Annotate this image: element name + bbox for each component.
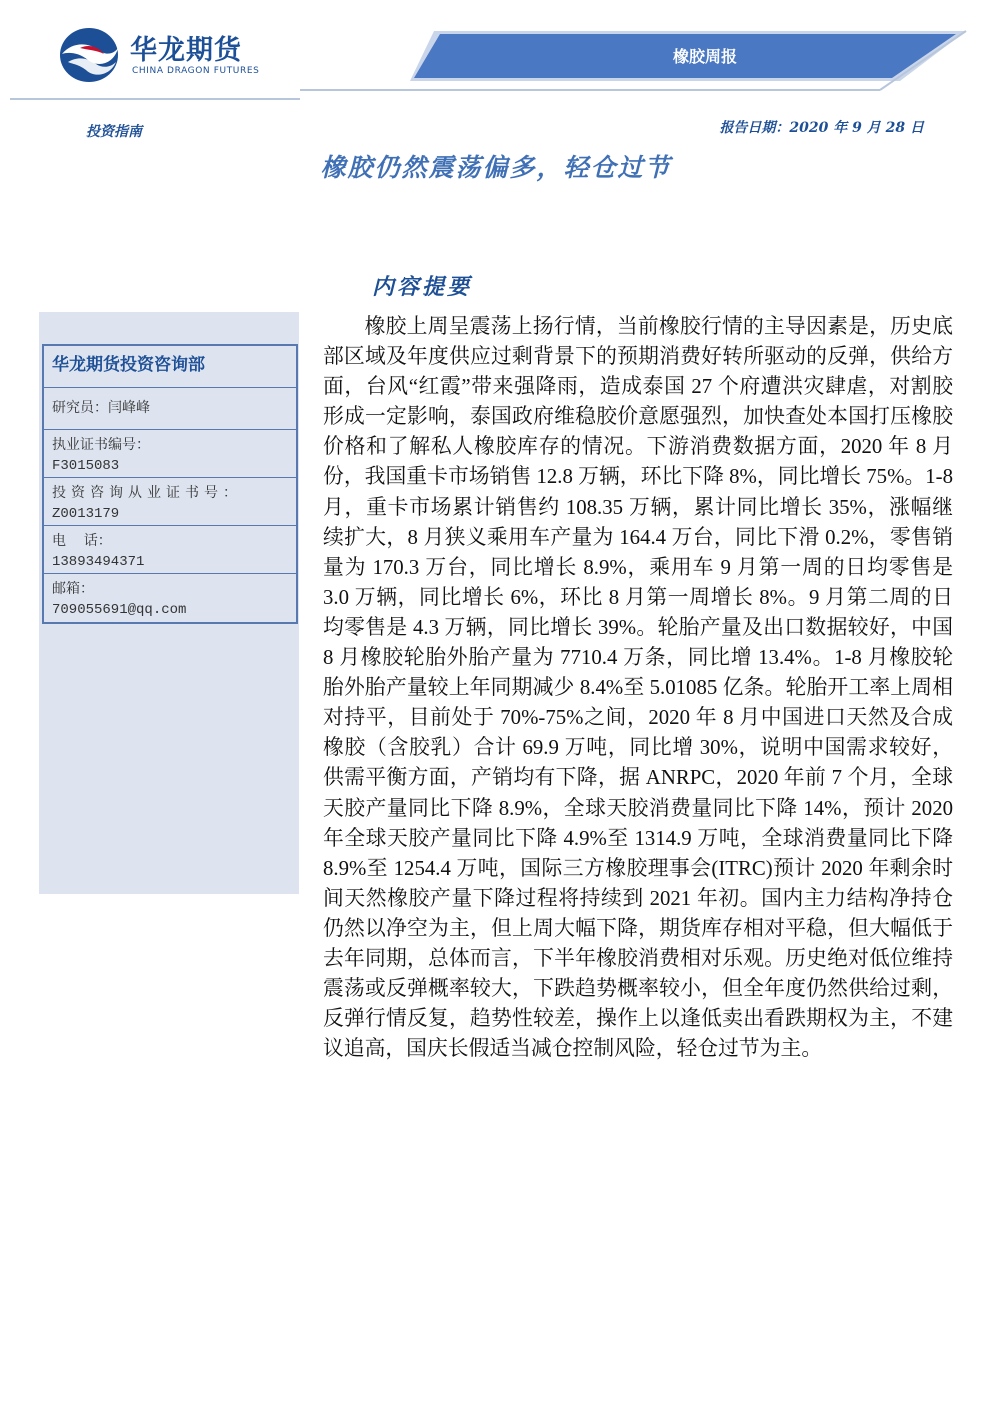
company-name-cn: 华龙期货 bbox=[130, 35, 242, 66]
consult-cert-number bbox=[44, 478, 296, 526]
company-logo bbox=[58, 24, 298, 86]
email-label: 邮箱： bbox=[52, 581, 94, 597]
phone bbox=[44, 526, 296, 574]
report-title: 橡胶仍然震荡偏多，轻仓过节 bbox=[320, 153, 672, 182]
department-name: 华龙期货投资咨询部 bbox=[44, 346, 296, 388]
phone-label: 电 话： bbox=[52, 533, 112, 549]
summary-heading: 内容提要 bbox=[372, 274, 473, 300]
contact-card bbox=[42, 344, 298, 624]
dragon-logo-icon bbox=[58, 24, 120, 86]
company-name-en: CHINA DRAGON FUTURES bbox=[132, 66, 260, 76]
report-type: 橡胶周报 bbox=[672, 47, 737, 66]
email bbox=[44, 574, 296, 622]
phone-value: 13893494371 bbox=[52, 554, 145, 570]
consult-value: Z0013179 bbox=[52, 506, 120, 522]
cert-number bbox=[44, 430, 296, 478]
cert-label: 执业证书编号： bbox=[52, 437, 150, 453]
report-date: 报告日期：2020 年 9 月 28 日 bbox=[719, 120, 924, 136]
email-value: 709055691@qq.com bbox=[52, 602, 187, 618]
consult-label: 投资咨询从业证书号： bbox=[52, 485, 242, 501]
cert-value: F3015083 bbox=[52, 458, 120, 474]
summary-text: 橡胶上周呈震荡上扬行情，当前橡胶行情的主导因素是，历史底部区域及年度供应过剩背景下的预期消费好转所驱动的反弹，供给方面，台风“红霞”带来强降雨，造成泰国 27 个府遭洪灾肆虐，对割胶形成一定影响，泰国政府维稳胶价意愿强烈，加快查处本国打压橡胶价格和了解私人橡胶库存的情况。下游消费数据方面，2020 年 8 月份，我国重卡市场销售 12.8 万辆，环比下降 8%，同比增长 75%。1-8 月，重卡市场累计销售约 108.35 万辆，累计同比增长 35%，涨幅继续扩大，8 月狭义乘用车产量为 164.4 万台，同比下滑 0.2%，零售销量为 170.3 万台，同比增长 8.9%，乘用车 9 月第一周的日均零售是 3.0 万辆，同比增长 6%，环比 8 月第一周增长 8%。9 月第二周的日均零售是 4.3 万辆，同比增长 39%。轮胎产量及出口数据较好，中国 8 月橡胶轮胎外胎产量为 7710.4 万条，同比增 13.4%。1-8 月橡胶轮胎外胎产量较上年同期减少 8.4%至 5.01085 亿条。轮胎开工率上周相对持平，目前处于 70%-75%之间，2020 年 8 月中国进口天然及合成橡胶（含胶乳）合计 69.9 万吨，同比增 30%，说明中国需求较好，供需平衡方面，产销均有下降，据 ANRPC，2020 年前 7 个月，全球天胶产量同比下降 8.9%，全球天胶消费量同比下降 14%，预计 2020 年全球天胶产量同比下降 4.9%至 1314.9 万吨，全球消费量同比下降 8.9%至 1254.4 万吨，国际三方橡胶理事会(ITRC)预计 2020 年剩余时间天然橡胶产量下降过程将持续到 2021 年初。国内主力结构净持仓仍然以净空为主，但上周大幅下降，期货库存相对平稳，但大幅低于去年同期，总体而言，下半年橡胶消费相对乐观。历史绝对低位维持震荡或反弹概率较大，下跌趋势概率较小，但全年度仍然供给过剩，反弹行情反复，趋势性较差，操作上以逢低卖出看跌期权为主，不建议追高，国庆长假适当减仓控制风险，轻仓过节为主。 bbox=[323, 315, 953, 1061]
analyst-name: 研究员：闫峰峰 bbox=[44, 388, 296, 430]
section-label: 投资指南 bbox=[86, 124, 142, 140]
